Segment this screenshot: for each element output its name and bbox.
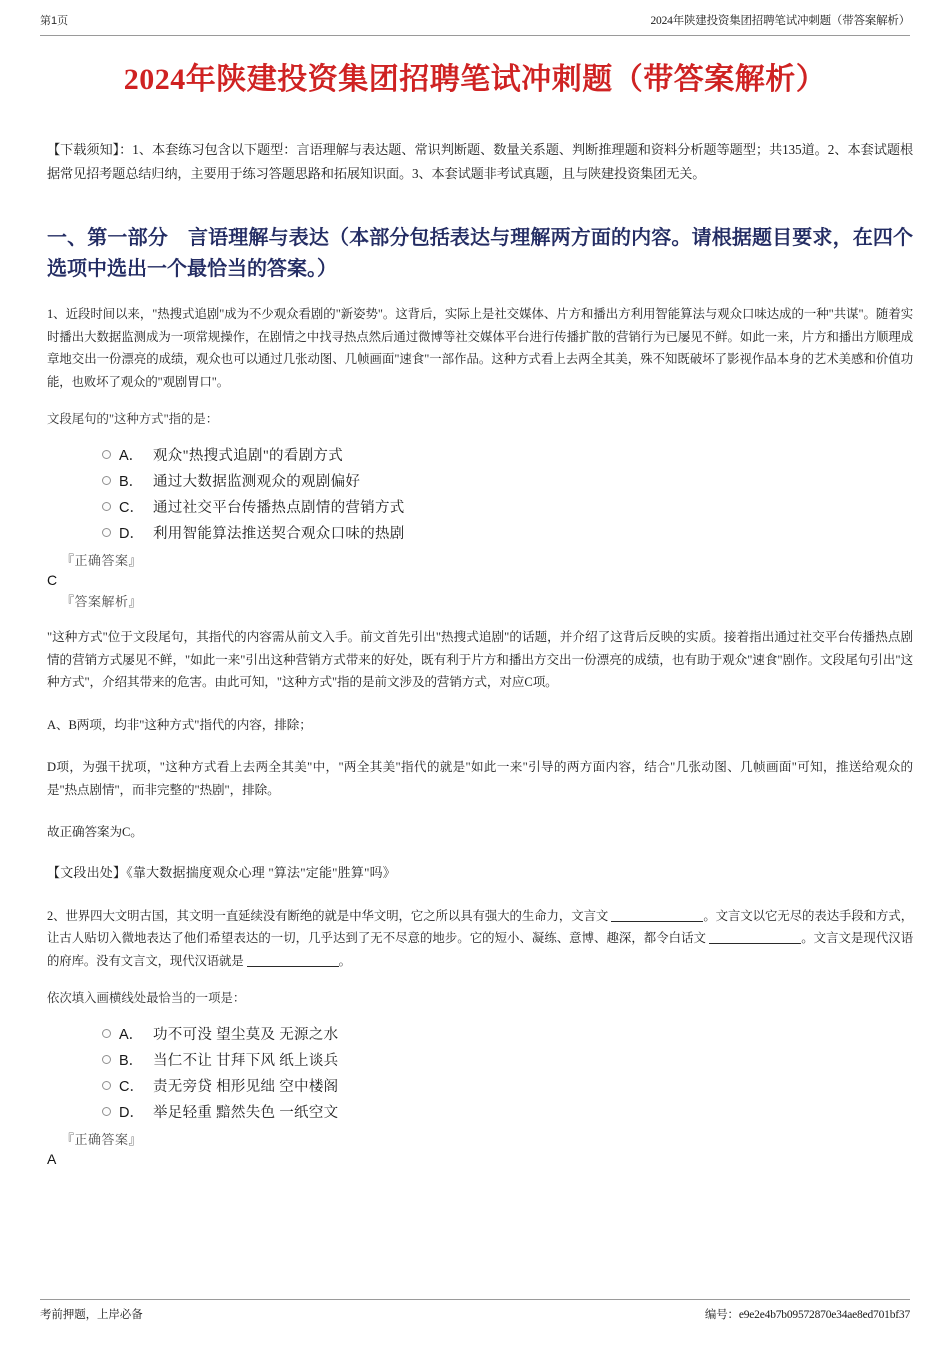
question-1-analysis-paragraph-3: D项，为强干扰项，"这种方式看上去两全其美"中，"两全其美"指代的就是"如此一来"引导的两方面内容，结合"几张动图、几帧画面"可知，推送给观众的是"热点剧情"，而非完整的"热剧"，排除。 [47, 760, 913, 797]
option-text: 当仁不让 甘拜下风 纸上谈兵 [153, 1052, 339, 1069]
option-letter: B． [119, 1052, 144, 1069]
question-2-stem [47, 905, 913, 973]
option-text: 利用智能算法推送契合观众口味的热剧 [153, 525, 405, 542]
question-1-source-line [47, 862, 913, 883]
option-text: 通过大数据监测观众的观剧偏好 [153, 473, 361, 490]
option-letter: C． [119, 1078, 144, 1095]
option-row-c[interactable] [47, 493, 913, 519]
option-row-b[interactable] [47, 1046, 913, 1072]
question-2-stem-part-4: 。 [338, 953, 351, 968]
option-row-a[interactable] [47, 441, 913, 467]
download-notice: 【下载须知】：1、本套练习包含以下题型：言语理解与表达题、常识判断题、数量关系题、判断推理题和资料分析题等题型；共135道。2、本套试题根据常见招考题总结归纳，主要用于练习答题思路和拓展知识面。3、本套试题非考试真题，且与陕建投资集团无关。 [47, 142, 913, 181]
question-2-stem-part-1: 2、世界四大文明古国，其文明一直延续没有断绝的就是中华文明，它之所以具有强大的生命力，文言文 [47, 908, 612, 923]
answer-analysis-label: 『答案解析』 [61, 594, 143, 609]
correct-answer-label: 『正确答案』 [61, 1132, 143, 1147]
passage-source-value: 《靠大数据揣度观众心理 "算法"定能"胜算"吗》 [126, 864, 396, 880]
option-text: 责无旁贷 相形见绌 空中楼阁 [153, 1078, 339, 1095]
radio-icon[interactable] [102, 450, 111, 459]
radio-icon[interactable] [102, 528, 111, 537]
header-running-title: 2024年陕建投资集团招聘笔试冲刺题（带答案解析） [650, 15, 910, 27]
option-row-b[interactable] [47, 467, 913, 493]
question-2-answer-value: A [47, 1151, 57, 1167]
radio-icon[interactable] [102, 1055, 111, 1064]
correct-answer-label: 『正确答案』 [61, 553, 143, 568]
option-text: 观众"热搜式追剧"的看剧方式 [153, 447, 344, 464]
option-letter: D． [119, 525, 144, 542]
question-1-prompt: 文段尾句的"这种方式"指的是： [47, 412, 219, 426]
fill-blank-1 [611, 908, 703, 922]
page-number-label: 第1页 [40, 15, 69, 27]
page-footer [40, 1299, 910, 1323]
option-text: 通过社交平台传播热点剧情的营销方式 [153, 499, 405, 516]
option-letter: B． [119, 473, 144, 490]
question-1-stem: 1、近段时间以来，"热搜式追剧"成为不少观众看剧的"新姿势"。这背后，实际上是社交媒体、片方和播出方利用智能算法与观众口味达成的一种"共谋"。随着实时播出大数据监测成为一项常规操作，在剧情之中找寻热点然后通过微博等社交媒体平台进行传播扩散的营销行为已屡见不鲜。如此一来，片方和播出方顺理成章地交出一份漂亮的成绩，观众也可以通过几张动图、几帧画面"速食"一部作品。这种方式看上去两全其美，殊不知既破坏了影视作品本身的艺术美感和价值功能，也败坏了观众的"观剧胃口"。 [47, 307, 913, 389]
passage-source-label: 【文段出处】 [47, 864, 127, 880]
radio-icon[interactable] [102, 1107, 111, 1116]
footer-slogan: 考前押题，上岸必备 [40, 1309, 143, 1321]
question-block-2 [47, 905, 913, 1170]
option-row-d[interactable] [47, 1098, 913, 1124]
radio-icon[interactable] [102, 502, 111, 511]
question-1-answer-value: C [47, 572, 58, 588]
page-title: 2024年陕建投资集团招聘笔试冲刺题（带答案解析） [123, 63, 827, 97]
radio-icon[interactable] [102, 476, 111, 485]
question-1-analysis-paragraph-4: 故正确答案为C。 [47, 825, 143, 839]
question-1-analysis-paragraph-1: "这种方式"位于文段尾句，其指代的内容需从前文入手。前文首先引出"热搜式追剧"的话题，并介绍了这背后反映的实质。接着指出通过社交平台传播热点剧情的营销方式屡见不鲜，"如此一来"引出这种营销方式带来的好处，既有利于片方和播出方交出一份漂亮的成绩，也有助于观众"速食"剧作。文段尾句引出"这种方式"，介绍其带来的危害。由此可知，"这种方式"指的是前文涉及的营销方式，对应C项。 [47, 630, 913, 689]
fill-blank-3 [247, 953, 339, 967]
radio-icon[interactable] [102, 1081, 111, 1090]
question-2-prompt: 依次填入画横线处最恰当的一项是： [47, 991, 246, 1005]
document-body [47, 138, 913, 1169]
footer-code [705, 1307, 910, 1323]
question-2-stem-part-2: 。文言文以它无尽的表达手段和方式，让古人贴切入微地表达了他们希望表达的一切，几乎达到了无不尽意的地步。它的短小、凝练、意博、趣深，都令白话文 [47, 908, 914, 945]
footer-code-value: e9e2e4b7b09572870e34ae8ed701bf37 [738, 1309, 910, 1321]
radio-icon[interactable] [102, 1029, 111, 1038]
question-2-stem-part-3: 。文言文是现代汉语的府库。没有文言文，现代汉语就是 [47, 931, 913, 968]
option-row-d[interactable] [47, 519, 913, 545]
footer-code-label: 编号： [704, 1309, 739, 1321]
option-letter: D． [119, 1104, 144, 1121]
fill-blank-2 [709, 930, 801, 944]
option-letter: A． [119, 447, 144, 464]
option-text: 功不可没 望尘莫及 无源之水 [153, 1026, 339, 1043]
question-2-options [47, 1020, 913, 1124]
option-text: 举足轻重 黯然失色 一纸空文 [153, 1104, 339, 1121]
spacer [47, 883, 913, 905]
question-1-analysis-paragraph-2: A、B两项，均非"这种方式"指代的内容，排除； [47, 717, 312, 732]
question-block-1 [47, 303, 913, 883]
option-row-c[interactable] [47, 1072, 913, 1098]
section-heading-part-one: 一、第一部分 言语理解与表达（本部分包括表达与理解两方面的内容。请根据题目要求，在四个选项中选出一个最恰当的答案。） [47, 227, 913, 280]
option-row-a[interactable] [47, 1020, 913, 1046]
option-letter: A． [119, 1026, 144, 1043]
question-1-options [47, 441, 913, 545]
option-letter: C． [119, 499, 144, 516]
page-header [40, 14, 910, 36]
